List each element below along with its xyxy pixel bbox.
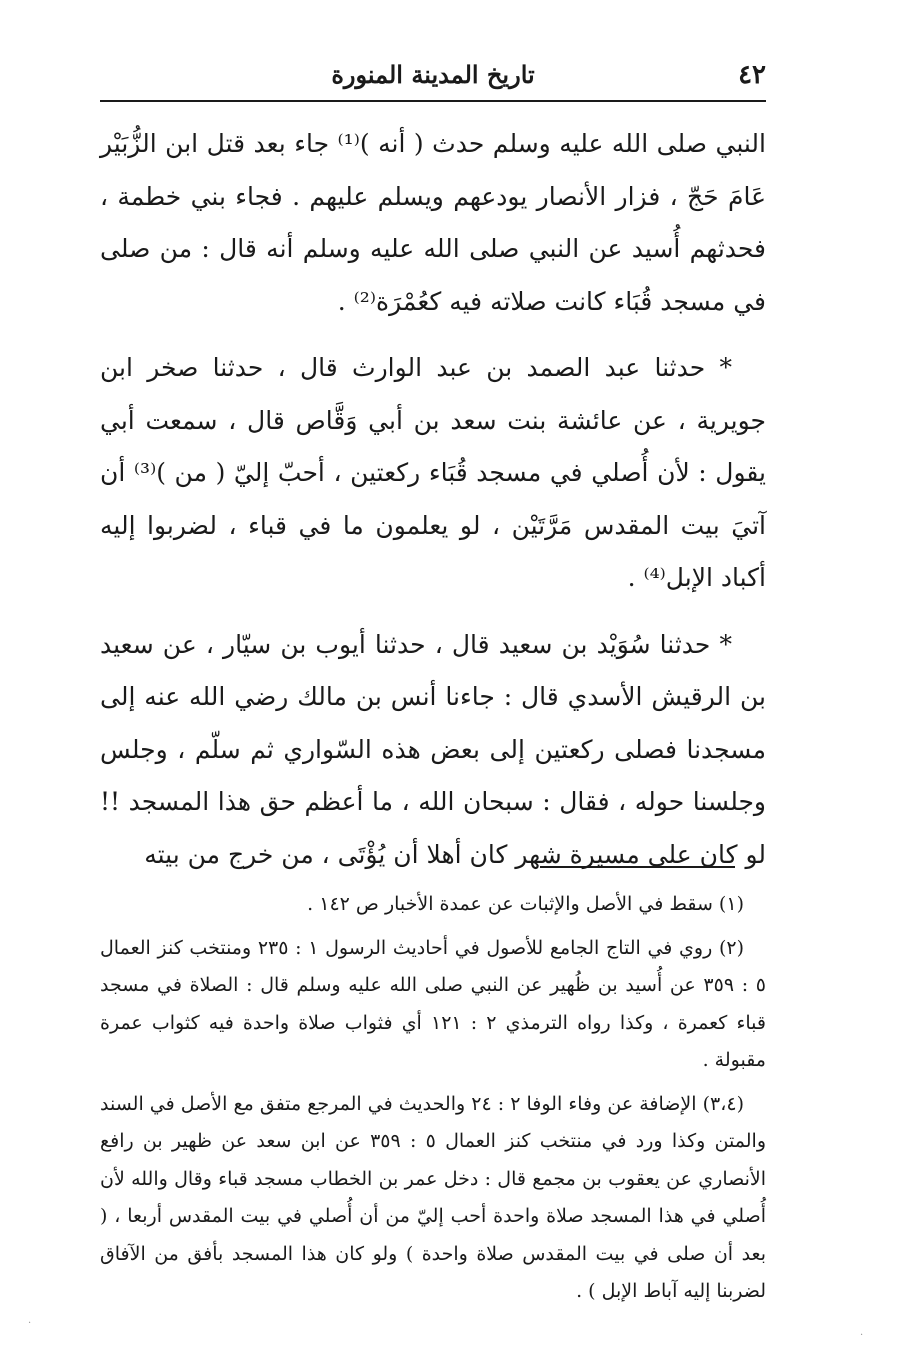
page-header [100, 58, 766, 98]
header-rule [100, 100, 766, 102]
main-text [100, 118, 766, 895]
paragraph-continuation: النبي صلى الله عليه وسلم حدث ( أنه )⁽¹⁾ جاء بعد قتل ابن الزُّبَيْر عَامَ حَجّ ، فزار الأنصار يودعهم ويسلم عليهم . فجاء بني خطمة ، فحدثهم أُسيد عن النبي صلى الله عليه وسلم أنه قال : من صلى في مسجد قُبَاء كانت صلاته فيه كعُمْرَة⁽²⁾ . [100, 129, 766, 316]
footnote-1: (١) سقط في الأصل والإثبات عن عمدة الأخبار ص ١٤٢ . [307, 893, 744, 915]
paragraph-hadith-1: * حدثنا عبد الصمد بن عبد الوارث قال ، حدثنا صخر ابن جويرية ، عن عائشة بنت سعد بن أبي وَقَّاص قال ، سمعت أبي يقول : لأن أُصلي في مسجد قُبَاء ركعتين ، أحبّ إليّ ( من )⁽³⁾ أن آتيَ بيت المقدس مَرَّتَيْن ، لو يعلمون ما في قباء ، لضربوا إليه أكباد الإبل⁽⁴⁾ . [100, 353, 766, 592]
paragraph-hadith-2: * حدثنا سُوَيْد بن سعيد قال ، حدثنا أيوب بن سيّار ، عن سعيد بن الرقيش الأسدي قال : جاءنا أنس بن مالك رضي الله عنه إلى مسجدنا فصلى ركعتين إلى بعض هذه السّواري ثم سلّم ، وجلس وجلسنا حوله ، فقال : سبحان الله ، ما أعظم حق هذا المسجد !! لو كان على مسيرة شهر كان أهلا أن يُؤْتَى ، من خرج من بيته [100, 629, 766, 869]
footnotes [100, 886, 766, 1317]
scan-speck: · [28, 1318, 32, 1329]
page-number: ٤٢ [738, 60, 766, 90]
scan-speck: · [860, 1330, 864, 1341]
footnote-separator [540, 866, 735, 868]
running-title: تاريخ المدينة المنورة [331, 60, 535, 89]
footnote-3-4: (٣،٤) الإضافة عن وفاء الوفا ٢ : ٢٤ والحديث في المرجع متفق مع الأصل في السند والمتن وكذا ورد في منتخب كنز العمال ٥ : ٣٥٩ عن ابن سعد عن ظهير بن رافع الأنصاري عن يعقوب بن مجمع قال : دخل عمر بن الخطاب مسجد قباء وقال والله لأن أُصلي في هذا المسجد صلاة واحدة أحب إليّ من أن أُصلي في بيت المقدس أربعا ، ( بعد أن صلى في بيت المقدس صلاة واحدة ) ولو كان هذا المسجد بأفق من الآفاق لضربنا إليه آباط الإبل ) . [100, 1092, 767, 1302]
footnote-2: (٢) روي في التاج الجامع للأصول في أحاديث الرسول ١ : ٢٣٥ ومنتخب كنز العمال ٥ : ٣٥٩ عن أُسيد بن ظُهير عن النبي صلى الله عليه وسلم قال : الصلاة في مسجد قباء كعمرة ، وكذا رواه الترمذي ٢ : ١٢١ أي فثواب صلاة واحدة فيه كثواب عمرة مقبولة . [100, 936, 767, 1071]
